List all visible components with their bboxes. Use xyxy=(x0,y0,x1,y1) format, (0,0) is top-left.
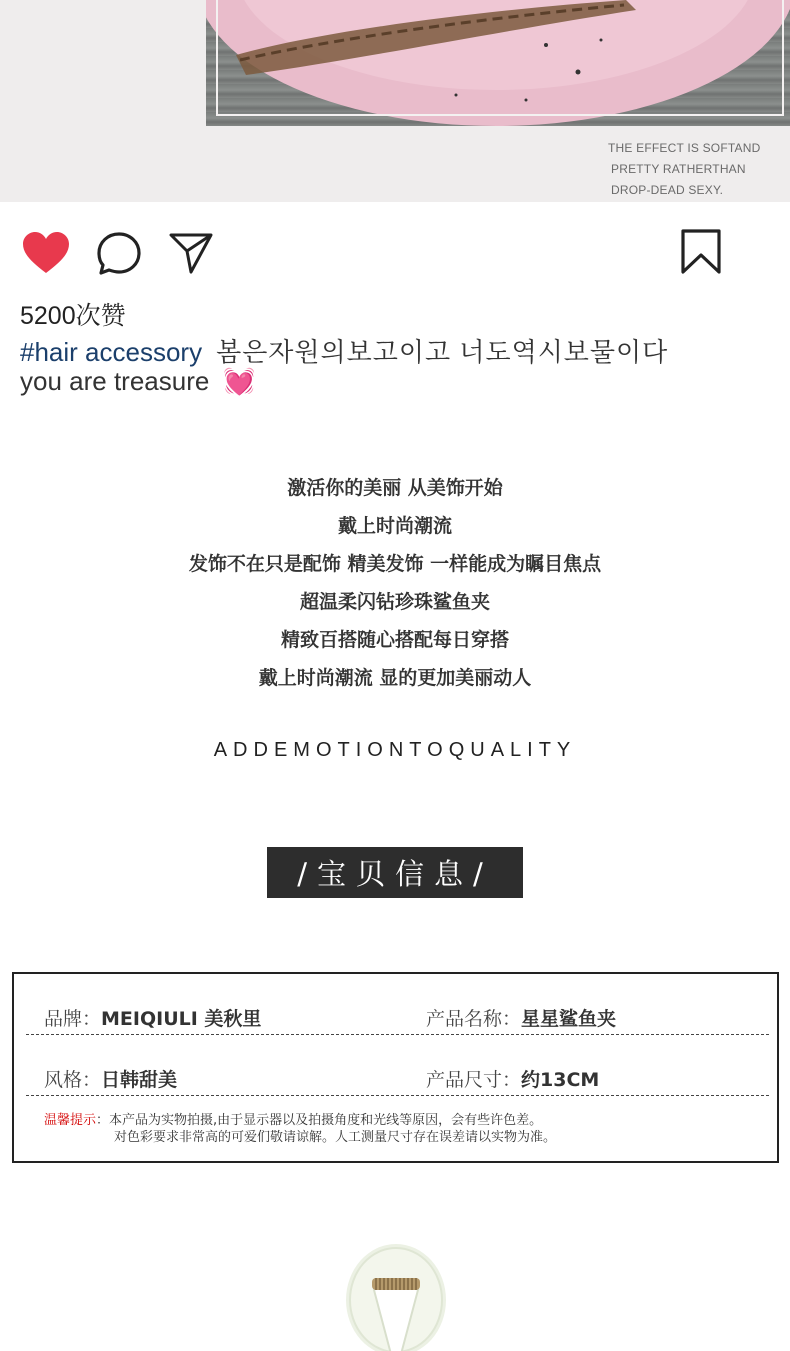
style-cell xyxy=(44,1065,177,1092)
info-row xyxy=(26,1035,769,1096)
notice-text-1: ：本产品为实物拍摄,由于显示器以及拍摄角度和光线等原因，会有些许色差。 xyxy=(96,1113,543,1128)
size-value: 约13CM xyxy=(521,1069,600,1091)
claw-clip-image xyxy=(340,1240,452,1351)
brand-label: 品牌： xyxy=(44,1008,102,1030)
heart-icon[interactable] xyxy=(22,231,70,275)
tagline: ADDEMOTIONTOQUALITY xyxy=(213,739,577,761)
product-info-table xyxy=(12,972,779,1163)
promo-line: 超温柔闪钻珍珠鲨鱼夹 xyxy=(299,591,490,613)
info-row xyxy=(26,974,769,1035)
hashtag-link[interactable]: #hair accessory xyxy=(20,337,203,367)
korean-caption: 봄은자원의보고이고 너도역시보물이다 xyxy=(216,337,669,367)
post-caption-line-1 xyxy=(20,332,668,369)
brand-cell xyxy=(44,1004,261,1031)
warm-notice xyxy=(44,1112,556,1146)
notice-label: 温馨提示 xyxy=(44,1113,97,1128)
size-cell xyxy=(426,1065,599,1092)
caption-line: PRETTY RATHERTHAN xyxy=(611,162,746,176)
style-value: 日韩甜美 xyxy=(101,1069,178,1091)
promo-line: 戴上时尚潮流 显的更加美丽动人 xyxy=(258,667,532,689)
product-photo xyxy=(206,0,790,126)
photo-frame xyxy=(216,0,784,116)
promo-line: 发饰不在只是配饰 精美发饰 一样能成为瞩目焦点 xyxy=(188,553,602,575)
hero-banner xyxy=(0,0,790,202)
heart-emoji-icon: 💓 xyxy=(223,366,256,396)
share-icon[interactable] xyxy=(168,231,214,275)
bookmark-icon[interactable] xyxy=(680,229,722,275)
caption-text: you are treasure xyxy=(20,366,210,396)
product-name-value: 星星鲨鱼夹 xyxy=(521,1008,617,1030)
style-label: 风格： xyxy=(44,1069,102,1091)
product-name-cell xyxy=(426,1004,616,1031)
comment-icon[interactable] xyxy=(96,231,142,277)
brand-value: MEIQIULI 美秋里 xyxy=(101,1008,262,1030)
promo-line: 激活你的美丽 从美饰开始 xyxy=(287,477,503,499)
product-name-label: 产品名称： xyxy=(426,1008,522,1030)
hero-caption xyxy=(608,138,760,201)
caption-line: DROP-DEAD SEXY. xyxy=(611,183,724,197)
caption-line: THE EFFECT IS SOFTAND xyxy=(608,141,761,155)
post-caption-line-2 xyxy=(20,366,256,397)
like-count: 5200次赞 xyxy=(20,302,126,330)
size-label: 产品尺寸： xyxy=(426,1069,522,1091)
notice-line-1 xyxy=(44,1112,556,1129)
notice-text-2: 对色彩要求非常高的可爱们敬请谅解。人工测量尺寸存在误差请以实物为准。 xyxy=(114,1130,557,1145)
promo-line: 精致百搭随心搭配每日穿搭 xyxy=(280,629,509,651)
section-title: /宝贝信息/ xyxy=(267,847,523,898)
promo-line: 戴上时尚潮流 xyxy=(337,515,452,537)
